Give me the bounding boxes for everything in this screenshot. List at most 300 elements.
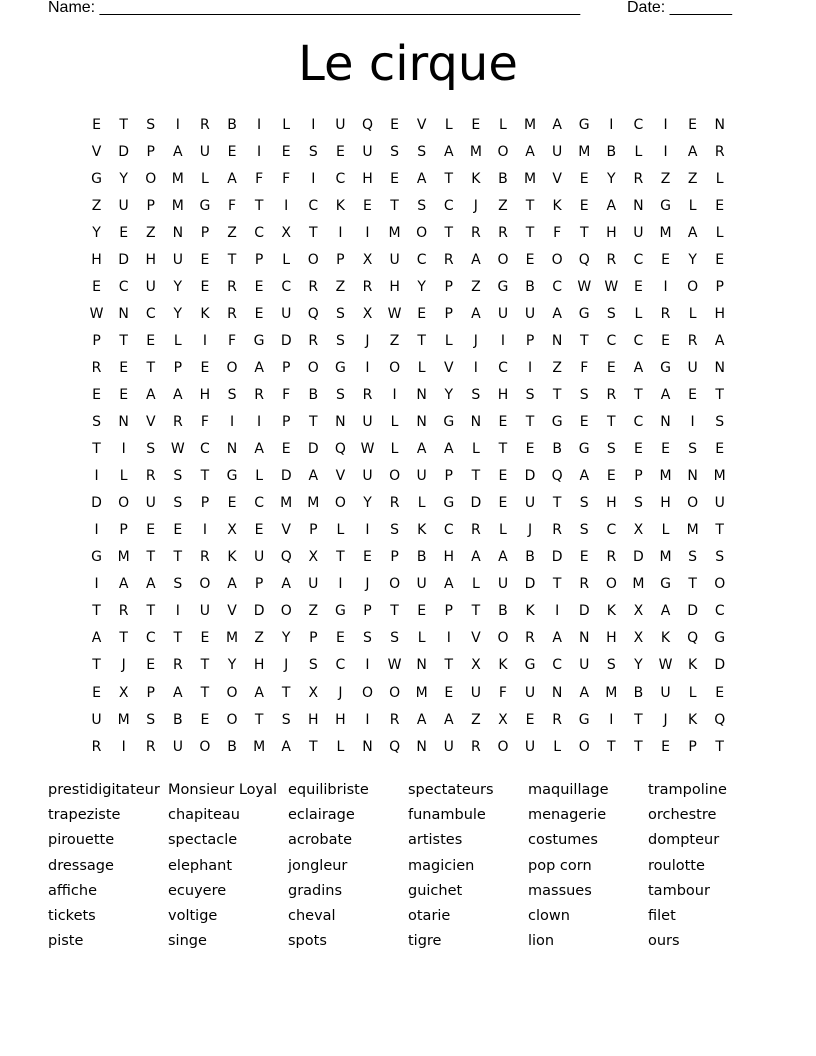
grid-letter: G <box>578 711 590 728</box>
grid-letter: M <box>659 224 672 241</box>
grid-letter: R <box>145 468 156 485</box>
grid-letter: T <box>607 414 616 431</box>
grid-letter: C <box>335 657 346 674</box>
grid-letter: Q <box>578 251 590 268</box>
grid-letter: U <box>552 143 563 160</box>
grid-letter: L <box>661 522 670 539</box>
grid-letter: U <box>362 468 373 485</box>
grid-letter: R <box>552 522 562 539</box>
grid-letter: D <box>253 603 265 620</box>
grid-letter: T <box>444 170 454 187</box>
grid-letter: N <box>551 684 563 701</box>
page-title: Le cirque <box>298 36 518 92</box>
grid-letter: C <box>335 170 346 187</box>
grid-letter: E <box>444 684 454 701</box>
grid-letter: H <box>714 305 725 322</box>
grid-letter: F <box>227 197 237 214</box>
grid-letter: R <box>389 495 400 512</box>
grid-letter: B <box>173 711 183 728</box>
grid-letter: J <box>121 657 126 674</box>
grid-letter: R <box>172 414 183 431</box>
grid-letter: G <box>226 468 238 485</box>
grid-letter: Y <box>634 657 643 674</box>
grid-letter: O <box>551 251 563 268</box>
grid-letter: C <box>145 630 156 647</box>
grid-letter: M <box>659 468 672 485</box>
grid-letter: U <box>524 305 536 322</box>
word-bank-item: costumes <box>528 832 598 849</box>
grid-letter: T <box>227 251 237 268</box>
grid-letter: P <box>200 495 210 512</box>
grid-letter: R <box>606 251 617 268</box>
grid-letter: E <box>227 495 237 512</box>
grid-letter: F <box>227 332 237 349</box>
word-bank-item: jongleur <box>288 857 348 874</box>
word-bank-item: piste <box>48 933 84 950</box>
grid-letter: T <box>146 603 156 620</box>
grid-letter: I <box>663 278 668 295</box>
grid-letter: O <box>199 738 211 755</box>
grid-letter: R <box>687 332 698 349</box>
grid-letter: O <box>389 684 401 701</box>
grid-letter: L <box>634 305 643 322</box>
grid-letter: R <box>145 738 156 755</box>
grid-letter: S <box>606 441 616 458</box>
grid-letter: E <box>715 441 725 458</box>
grid-letter: T <box>607 738 616 755</box>
grid-letter: D <box>470 495 482 512</box>
grid-letter: A <box>633 359 644 376</box>
grid-letter: U <box>443 738 454 755</box>
grid-letter: M <box>171 197 184 214</box>
grid-letter: U <box>714 495 725 512</box>
grid-letter: M <box>253 738 266 755</box>
grid-letter: L <box>390 414 399 431</box>
grid-letter: D <box>687 603 698 620</box>
grid-letter: T <box>309 224 318 241</box>
grid-letter: A <box>443 441 454 458</box>
grid-letter: U <box>253 549 265 566</box>
grid-letter: G <box>578 116 590 133</box>
grid-letter: Z <box>227 224 237 241</box>
grid-letter: T <box>92 603 101 620</box>
grid-letter: O <box>578 738 590 755</box>
grid-letter: P <box>390 549 399 566</box>
grid-letter: E <box>579 549 589 566</box>
grid-letter: R <box>227 278 237 295</box>
grid-letter: R <box>606 386 617 403</box>
grid-letter: S <box>633 495 643 512</box>
grid-letter: T <box>119 116 128 133</box>
grid-letter: H <box>253 657 265 674</box>
grid-letter: R <box>362 386 373 403</box>
grid-letter: V <box>227 603 237 620</box>
word-bank-item: otarie <box>408 908 451 925</box>
grid-letter: I <box>690 414 695 431</box>
name-field-label: Name: ______________________________________________________ <box>48 0 581 16</box>
grid-letter: A <box>227 170 237 187</box>
grid-letter: T <box>390 603 399 620</box>
grid-letter: U <box>335 116 346 133</box>
grid-letter: E <box>579 197 589 214</box>
word-bank-item: equilibriste <box>288 781 369 798</box>
grid-letter: O <box>145 170 157 187</box>
grid-letter: B <box>416 549 427 566</box>
grid-letter: I <box>284 197 289 214</box>
grid-letter: T <box>200 468 210 485</box>
grid-letter: K <box>688 711 698 728</box>
word-bank-item: gradins <box>288 882 343 899</box>
grid-letter: I <box>257 143 262 160</box>
grid-letter: I <box>202 522 207 539</box>
grid-letter: A <box>714 332 725 349</box>
grid-letter: G <box>660 576 671 593</box>
grid-letter: C <box>118 278 129 295</box>
grid-letter: O <box>226 684 238 701</box>
word-bank-item: lion <box>528 933 555 950</box>
grid-letter: P <box>146 684 155 701</box>
grid-letter: S <box>390 630 400 647</box>
grid-letter: C <box>633 251 644 268</box>
grid-letter: I <box>365 224 370 241</box>
grid-letter: O <box>416 224 428 241</box>
grid-letter: A <box>254 441 264 458</box>
grid-letter: T <box>281 684 291 701</box>
grid-letter: T <box>390 197 399 214</box>
grid-letter: N <box>362 738 373 755</box>
grid-letter: U <box>524 738 536 755</box>
grid-letter: P <box>200 224 210 241</box>
grid-letter: D <box>91 495 102 512</box>
grid-letter: E <box>200 630 210 647</box>
grid-letter: E <box>119 386 129 403</box>
grid-letter: R <box>172 657 183 674</box>
grid-letter: S <box>173 495 183 512</box>
grid-letter: A <box>254 684 264 701</box>
word-bank-item: cheval <box>288 908 336 925</box>
grid-letter: U <box>579 657 590 674</box>
grid-letter: E <box>363 549 372 566</box>
grid-letter: U <box>145 278 156 295</box>
grid-letter: U <box>660 684 671 701</box>
grid-letter: N <box>470 414 482 431</box>
grid-letter: G <box>91 549 102 566</box>
grid-letter: E <box>715 684 725 701</box>
grid-letter: E <box>661 738 670 755</box>
grid-letter: S <box>308 657 318 674</box>
grid-letter: E <box>119 224 129 241</box>
word-bank-item: prestidigitateur <box>48 781 160 798</box>
word-search-grid <box>83 111 733 760</box>
grid-letter: B <box>498 603 508 620</box>
grid-letter: L <box>499 522 507 539</box>
grid-letter: I <box>365 522 370 539</box>
grid-letter: I <box>365 711 370 728</box>
grid-letter: N <box>660 414 671 431</box>
grid-letter: S <box>579 386 589 403</box>
word-bank-item: orchestre <box>648 806 717 823</box>
grid-letter: P <box>281 359 291 376</box>
grid-letter: I <box>365 359 370 376</box>
grid-letter: R <box>498 224 508 241</box>
grid-letter: A <box>281 738 291 755</box>
grid-letter: X <box>633 630 644 647</box>
grid-letter: P <box>444 305 453 322</box>
grid-letter: E <box>390 170 399 187</box>
grid-letter: X <box>281 224 291 241</box>
grid-letter: I <box>609 711 614 728</box>
grid-letter: L <box>688 684 697 701</box>
grid-letter: U <box>389 251 400 268</box>
grid-letter: P <box>634 468 643 485</box>
grid-letter: S <box>227 386 237 403</box>
grid-letter: D <box>714 657 726 674</box>
grid-letter: E <box>498 414 508 431</box>
grid-letter: A <box>660 386 671 403</box>
grid-letter: O <box>389 468 401 485</box>
grid-letter: D <box>633 549 644 566</box>
grid-letter: R <box>552 711 562 728</box>
grid-letter: T <box>200 657 210 674</box>
grid-letter: Y <box>173 278 183 295</box>
grid-letter: O <box>118 495 130 512</box>
grid-letter: T <box>200 684 210 701</box>
grid-letter: L <box>444 332 453 349</box>
grid-letter: F <box>282 386 291 403</box>
grid-letter: A <box>552 630 562 647</box>
word-bank-item: ecuyere <box>168 882 227 899</box>
grid-letter: M <box>686 522 699 539</box>
grid-letter: Z <box>552 359 562 376</box>
grid-letter: T <box>309 738 318 755</box>
grid-letter: L <box>336 522 345 539</box>
grid-letter: E <box>146 332 156 349</box>
grid-letter: R <box>200 116 210 133</box>
grid-letter: W <box>604 278 619 295</box>
grid-letter: A <box>443 576 454 593</box>
word-bank-item: tigre <box>408 933 442 950</box>
grid-letter: N <box>172 224 184 241</box>
word-bank-item: spots <box>288 933 327 950</box>
grid-letter: S <box>688 441 698 458</box>
grid-letter: G <box>199 197 211 214</box>
word-bank-item: maquillage <box>528 781 609 798</box>
grid-letter: A <box>91 630 102 647</box>
grid-letter: D <box>524 468 536 485</box>
grid-letter: F <box>255 170 264 187</box>
grid-letter: M <box>524 116 537 133</box>
grid-letter: W <box>360 441 375 458</box>
grid-letter: Y <box>417 278 426 295</box>
grid-letter: D <box>307 441 319 458</box>
grid-letter: R <box>606 549 617 566</box>
grid-letter: I <box>609 116 614 133</box>
grid-letter: Z <box>471 711 481 728</box>
grid-letter: I <box>94 576 99 593</box>
grid-letter: P <box>119 522 128 539</box>
grid-letter: P <box>92 332 101 349</box>
grid-letter: U <box>470 684 481 701</box>
grid-letter: O <box>307 359 319 376</box>
grid-letter: O <box>497 251 509 268</box>
grid-letter: I <box>94 468 99 485</box>
grid-letter: E <box>146 657 156 674</box>
grid-letter: K <box>200 305 210 322</box>
grid-letter: A <box>498 549 508 566</box>
grid-letter: M <box>171 170 184 187</box>
grid-letter: A <box>660 603 671 620</box>
grid-letter: T <box>498 441 508 458</box>
grid-letter: W <box>577 278 592 295</box>
grid-letter: S <box>173 468 183 485</box>
word-bank-item: menagerie <box>528 806 607 823</box>
grid-letter: I <box>500 332 506 349</box>
grid-letter: S <box>92 414 101 431</box>
word-bank-item: pop corn <box>528 857 592 874</box>
grid-letter: N <box>633 197 644 214</box>
grid-letter: O <box>226 711 238 728</box>
grid-letter: C <box>633 116 644 133</box>
word-bank-item: massues <box>528 882 592 899</box>
grid-letter: P <box>444 468 453 485</box>
grid-letter: S <box>715 414 725 431</box>
grid-letter: H <box>91 251 102 268</box>
grid-letter: M <box>659 549 672 566</box>
grid-letter: H <box>660 495 671 512</box>
grid-letter: P <box>173 359 183 376</box>
grid-letter: T <box>552 495 562 512</box>
grid-letter: E <box>688 116 698 133</box>
grid-letter: K <box>660 630 671 647</box>
grid-letter: Y <box>688 251 697 268</box>
grid-letter: C <box>633 414 644 431</box>
grid-letter: A <box>416 170 427 187</box>
grid-letter: A <box>552 305 562 322</box>
grid-letter: U <box>362 143 373 160</box>
word-bank-item: tickets <box>48 908 96 925</box>
grid-letter: B <box>227 738 237 755</box>
grid-letter: I <box>175 603 180 620</box>
grid-letter: H <box>308 711 319 728</box>
word-bank-item: funambule <box>408 806 486 823</box>
grid-letter: D <box>118 143 130 160</box>
grid-letter: N <box>416 738 427 755</box>
grid-letter: M <box>388 224 401 241</box>
word-bank-item: filet <box>648 908 676 925</box>
grid-letter: P <box>688 738 697 755</box>
grid-letter: C <box>552 657 563 674</box>
grid-letter: M <box>307 495 320 512</box>
grid-letter: M <box>632 576 645 593</box>
word-bank <box>48 777 768 954</box>
grid-letter: U <box>118 197 129 214</box>
grid-letter: Y <box>119 170 128 187</box>
grid-letter: S <box>390 522 400 539</box>
grid-letter: X <box>362 251 373 268</box>
grid-letter: H <box>497 386 509 403</box>
grid-letter: E <box>92 278 101 295</box>
grid-letter: Y <box>363 495 372 512</box>
grid-letter: P <box>336 251 345 268</box>
grid-letter: A <box>443 143 454 160</box>
grid-letter: E <box>281 143 291 160</box>
grid-letter: B <box>227 116 237 133</box>
grid-letter: A <box>308 468 319 485</box>
grid-letter: H <box>606 630 617 647</box>
grid-letter: O <box>389 576 401 593</box>
grid-letter: E <box>254 305 264 322</box>
grid-letter: T <box>552 576 562 593</box>
grid-letter: T <box>715 522 724 539</box>
word-bank-item: acrobate <box>288 832 353 849</box>
grid-letter: T <box>579 332 589 349</box>
grid-letter: I <box>257 116 262 133</box>
grid-letter: O <box>687 495 699 512</box>
grid-letter: P <box>525 332 535 349</box>
grid-letter: P <box>309 630 318 647</box>
grid-letter: T <box>146 359 156 376</box>
grid-letter: E <box>200 711 210 728</box>
grid-letter: N <box>335 414 346 431</box>
word-bank-item: dressage <box>48 857 114 874</box>
word-bank-item: tambour <box>648 882 710 899</box>
grid-letter: E <box>606 468 616 485</box>
grid-letter: T <box>525 224 535 241</box>
grid-letter: I <box>175 116 180 133</box>
grid-letter: U <box>524 684 536 701</box>
grid-letter: G <box>524 657 536 674</box>
grid-letter: H <box>335 711 346 728</box>
grid-letter: E <box>363 197 372 214</box>
grid-letter: I <box>257 414 262 431</box>
word-bank-item: elephant <box>168 857 233 874</box>
grid-letter: S <box>146 441 156 458</box>
grid-letter: R <box>362 278 373 295</box>
grid-letter: L <box>499 116 507 133</box>
grid-letter: I <box>338 224 343 241</box>
grid-letter: Y <box>227 657 237 674</box>
grid-letter: S <box>471 386 481 403</box>
grid-letter: S <box>525 386 535 403</box>
grid-letter: D <box>551 549 563 566</box>
grid-letter: N <box>416 414 427 431</box>
grid-letter: V <box>335 468 346 485</box>
grid-letter: X <box>118 684 129 701</box>
grid-letter: S <box>335 332 345 349</box>
grid-letter: S <box>417 197 427 214</box>
grid-letter: N <box>578 630 590 647</box>
grid-letter: N <box>687 468 698 485</box>
grid-letter: Y <box>607 170 616 187</box>
grid-letter: D <box>524 576 536 593</box>
grid-letter: O <box>199 576 211 593</box>
grid-letter: T <box>715 738 724 755</box>
grid-letter: W <box>387 657 402 674</box>
grid-letter: U <box>172 738 183 755</box>
grid-letter: I <box>663 116 668 133</box>
grid-letter: R <box>308 278 319 295</box>
grid-letter: V <box>443 359 454 376</box>
grid-letter: R <box>389 711 400 728</box>
grid-letter: U <box>524 495 536 512</box>
grid-letter: E <box>92 116 101 133</box>
grid-letter: U <box>308 576 319 593</box>
grid-letter: A <box>281 576 291 593</box>
grid-letter: P <box>715 278 724 295</box>
grid-letter: Q <box>714 711 726 728</box>
grid-letter: C <box>606 332 617 349</box>
grid-letter: L <box>119 468 128 485</box>
